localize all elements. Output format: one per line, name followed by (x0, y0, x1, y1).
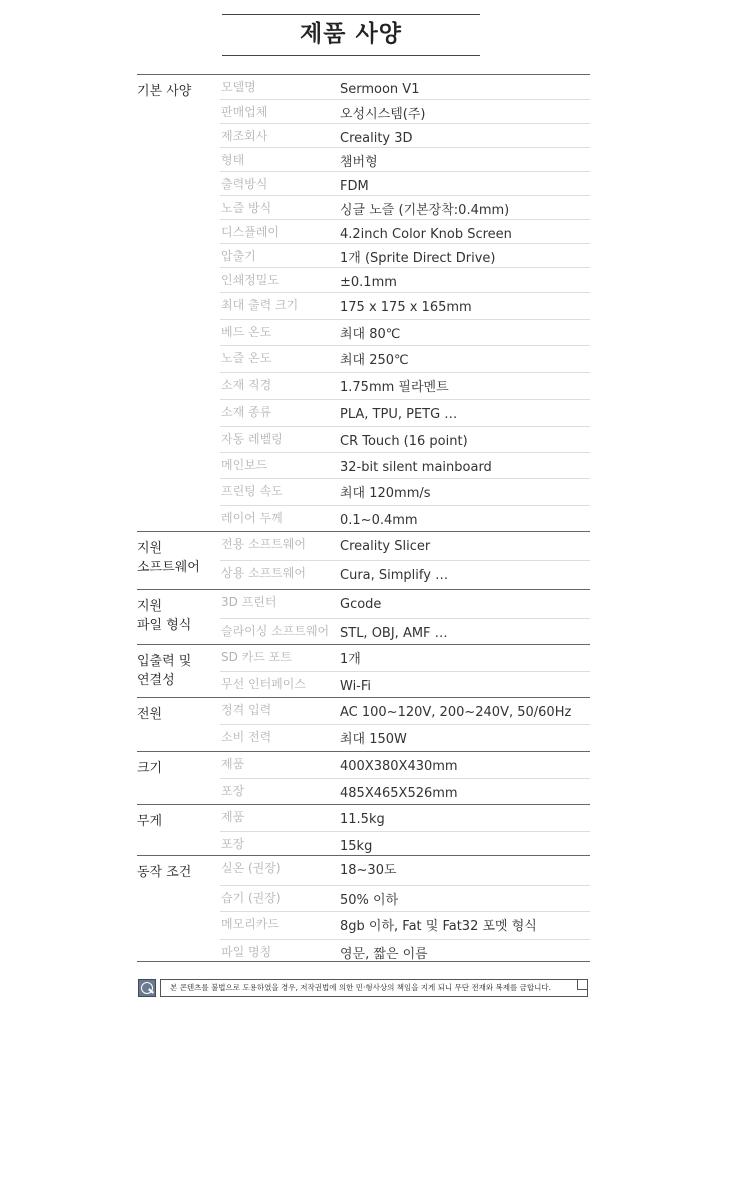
spec-value: Creality 3D (340, 131, 413, 146)
spec-value: AC 100~120V, 200~240V, 50/60Hz (340, 705, 572, 720)
spec-label: 소비 전력 (221, 730, 272, 744)
spec-label: 압출기 (221, 249, 256, 263)
spec-row (220, 426, 590, 452)
spec-value: 영문, 짧은 이름 (340, 947, 428, 962)
spec-row (220, 532, 590, 560)
spec-label: 습기 (권장) (221, 891, 281, 905)
spec-group (137, 698, 590, 752)
spec-category (137, 652, 217, 690)
spec-row (220, 618, 590, 644)
spec-label: 전용 소프트웨어 (221, 537, 306, 551)
spec-value: 0.1~0.4mm (340, 513, 418, 528)
spec-row (220, 219, 590, 243)
spec-row (220, 911, 590, 939)
spec-value: 1개 (340, 652, 361, 667)
spec-label: 노즐 온도 (221, 351, 272, 365)
spec-row (220, 778, 590, 804)
spec-category (137, 82, 217, 101)
spec-value: 175 x 175 x 165mm (340, 300, 472, 315)
spec-value: Cura, Simplify … (340, 568, 449, 583)
spec-label: 인쇄정밀도 (221, 273, 279, 287)
spec-row (220, 399, 590, 426)
spec-value: 11.5kg (340, 812, 385, 827)
spec-label: SD 카드 포트 (221, 650, 292, 664)
spec-category-line: 입출력 및 (137, 654, 192, 669)
spec-value: 1.75mm 필라멘트 (340, 380, 449, 395)
spec-label: 상용 소프트웨어 (221, 566, 306, 580)
spec-group (137, 532, 590, 590)
spec-value: FDM (340, 179, 369, 194)
spec-value: ±0.1mm (340, 275, 397, 290)
spec-label: 메인보드 (221, 458, 268, 472)
spec-row (220, 505, 590, 531)
spec-label: 포장 (221, 784, 245, 798)
spec-value: Sermoon V1 (340, 82, 420, 97)
spec-category (137, 705, 217, 724)
spec-row (220, 195, 590, 219)
spec-label: 자동 레벨링 (221, 432, 283, 446)
spec-row (220, 724, 590, 751)
spec-label: 포장 (221, 837, 245, 851)
spec-row (220, 452, 590, 478)
spec-label: 형태 (221, 153, 245, 167)
spec-row (220, 171, 590, 195)
spec-value: 18~30도 (340, 863, 397, 878)
spec-category (137, 812, 217, 831)
spec-value: PLA, TPU, PETG … (340, 407, 458, 422)
spec-label: 소재 직경 (221, 378, 272, 392)
spec-group (137, 805, 590, 856)
spec-label: 노즐 방식 (221, 201, 272, 215)
spec-label: 소재 종류 (221, 405, 272, 419)
spec-group (137, 752, 590, 805)
spec-category-line: 파일 형식 (137, 618, 192, 633)
spec-label: 제품 (221, 757, 245, 771)
copyright-notice (138, 978, 590, 1000)
spec-label: 정격 입력 (221, 703, 272, 717)
page-fold-icon (577, 980, 587, 990)
spec-label: 레이어 두께 (221, 511, 283, 525)
spec-row (220, 856, 590, 885)
spec-category (137, 759, 217, 778)
notice-box (160, 979, 588, 997)
spec-label: 프린팅 속도 (221, 484, 283, 498)
spec-row (220, 147, 590, 171)
spec-value: 최대 250℃ (340, 353, 409, 368)
spec-label: 출력방식 (221, 177, 268, 191)
spec-value: 최대 80℃ (340, 327, 401, 342)
spec-row (220, 319, 590, 345)
spec-label: 베드 온도 (221, 325, 272, 339)
notice-text: 본 콘텐츠를 불법으로 도용하였을 경우, 저작권법에 의한 민·형사상의 책임을 지게 되니 무단 전재와 복제를 금합니다. (170, 983, 552, 992)
spec-value: 32-bit silent mainboard (340, 460, 492, 475)
spec-value: 8gb 이하, Fat 및 Fat32 포멧 형식 (340, 919, 537, 934)
spec-category-line: 전원 (137, 707, 163, 722)
spec-row (220, 671, 590, 697)
spec-value: 400X380X430mm (340, 759, 458, 774)
spec-row (220, 75, 590, 99)
spec-row (220, 292, 590, 319)
spec-value: Wi-Fi (340, 679, 372, 694)
spec-row (220, 345, 590, 372)
spec-row (220, 698, 590, 724)
spec-label: 최대 출력 크기 (221, 298, 299, 312)
spec-label: 판매업체 (221, 105, 268, 119)
spec-category-line: 동작 조건 (137, 865, 192, 880)
spec-row (220, 372, 590, 399)
spec-row (220, 590, 590, 618)
spec-category-line: 지원 (137, 541, 163, 556)
spec-label: 제조회사 (221, 129, 268, 143)
spec-category-line: 소프트웨어 (137, 560, 200, 575)
spec-value: 오성시스템(주) (340, 107, 426, 122)
spec-label: 모델명 (221, 80, 256, 94)
spec-row (220, 123, 590, 147)
spec-row (220, 560, 590, 589)
spec-row (220, 99, 590, 123)
spec-row (220, 478, 590, 505)
spec-value: Gcode (340, 597, 382, 612)
spec-group (137, 645, 590, 698)
spec-value: 485X465X526mm (340, 786, 458, 801)
spec-value: 싱글 노즐 (기본장착:0.4mm) (340, 203, 510, 218)
page-title: 제품 사양 (300, 21, 402, 47)
spec-value: 최대 120mm/s (340, 486, 431, 501)
spec-row (220, 645, 590, 671)
spec-category-line: 크기 (137, 761, 163, 776)
spec-category (137, 597, 217, 635)
spec-row (220, 805, 590, 831)
spec-category (137, 539, 217, 577)
spec-category-line: 무게 (137, 814, 163, 829)
spec-value: Creality Slicer (340, 539, 431, 554)
spec-value: CR Touch (16 point) (340, 434, 468, 449)
spec-label: 실온 (권장) (221, 861, 281, 875)
spec-value: 최대 150W (340, 732, 407, 747)
spec-group (137, 856, 590, 962)
spec-row (220, 267, 590, 292)
spec-row (220, 885, 590, 911)
spec-row (220, 243, 590, 267)
spec-row (220, 939, 590, 961)
spec-category-line: 지원 (137, 599, 163, 614)
spec-category-line: 기본 사양 (137, 84, 192, 99)
spec-label: 무선 인터페이스 (221, 677, 306, 691)
spec-category (137, 863, 217, 882)
spec-value: 챔버형 (340, 155, 378, 170)
magnifier-icon (138, 979, 156, 997)
page-title-frame (222, 14, 480, 56)
spec-label: 제품 (221, 810, 245, 824)
spec-value: 15kg (340, 839, 373, 854)
spec-label: 3D 프린터 (221, 595, 277, 609)
spec-category-line: 연결성 (137, 673, 175, 688)
spec-label: 슬라이싱 소프트웨어 (221, 624, 330, 638)
spec-row (220, 752, 590, 778)
spec-label: 파일 명칭 (221, 945, 272, 959)
spec-row (220, 831, 590, 855)
spec-value: 1개 (Sprite Direct Drive) (340, 251, 496, 266)
spec-value: STL, OBJ, AMF … (340, 626, 448, 641)
spec-table (137, 74, 590, 962)
spec-value: 50% 이하 (340, 893, 399, 908)
spec-group (137, 75, 590, 532)
spec-label: 메모리카드 (221, 917, 279, 931)
spec-group (137, 590, 590, 645)
spec-label: 디스플레이 (221, 225, 279, 239)
spec-value: 4.2inch Color Knob Screen (340, 227, 512, 242)
